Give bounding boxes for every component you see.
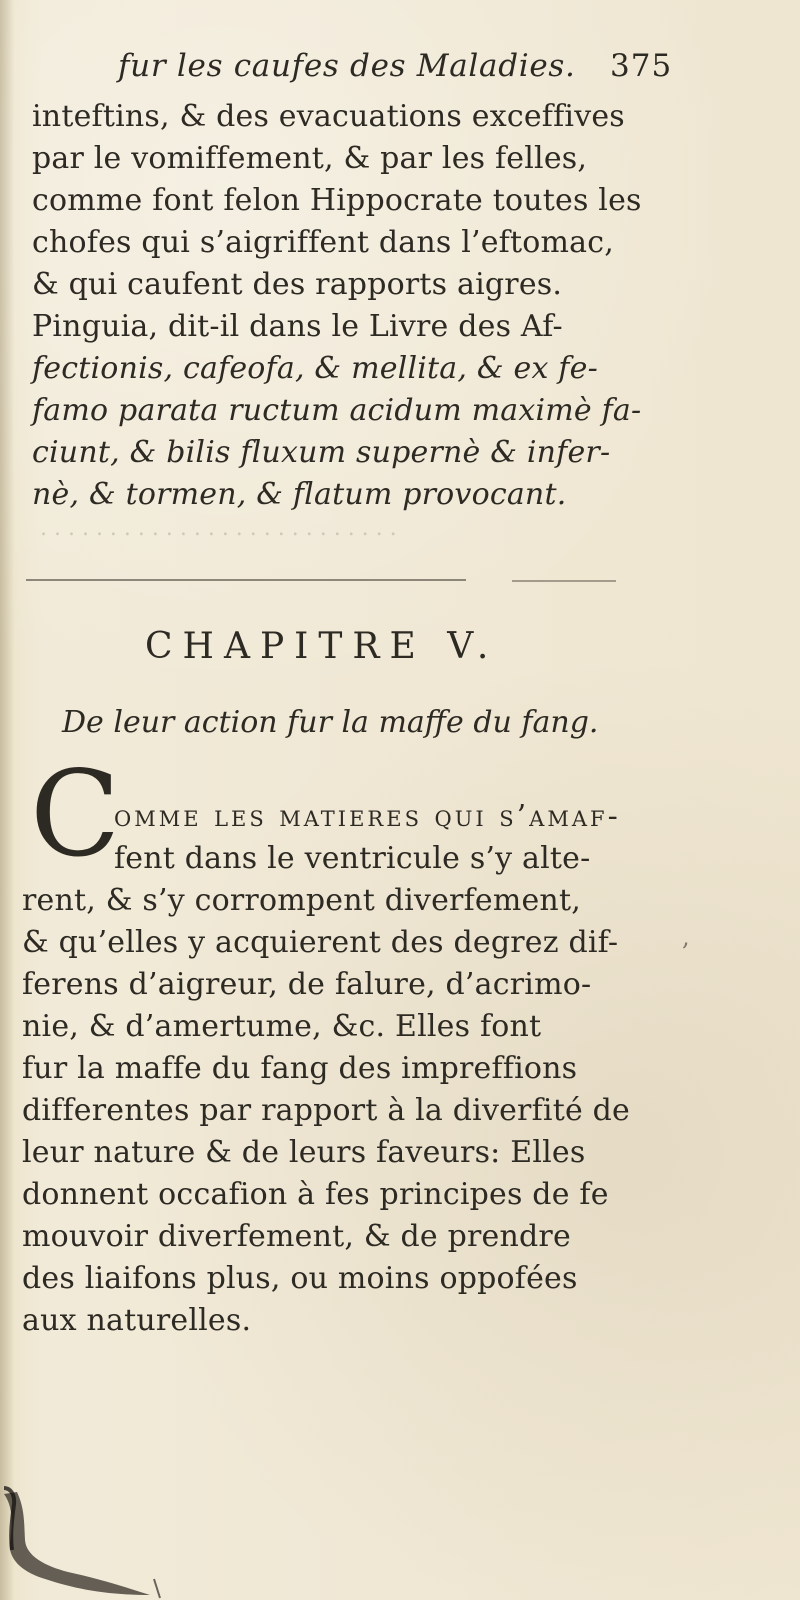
chapter-subtitle: De leur action fur la maffe du fang. (62, 705, 599, 740)
upper-line-8: famo parata ructum acidum maximè fa- (32, 393, 642, 428)
running-header (118, 38, 688, 94)
first-line-rest: omme les matieres qui s’amaf- (114, 799, 621, 834)
show-through-text: . . . . . . . . . . . . . . . . . . . . . . . . . . (40, 516, 397, 541)
body-line-2: & qu’elles y acquierent des degrez dif- (22, 925, 619, 960)
running-title: fur les caufes des Maladies. (118, 48, 576, 84)
first-paragraph-line-2: fent dans le ventricule s’y alte- (114, 841, 591, 876)
body-line-5: fur la maffe du fang des impreffions (22, 1051, 578, 1086)
body-line-3: ferens d’aigreur, de falure, d’acrimo- (22, 967, 592, 1002)
body-line-10: des liaifons plus, ou moins oppofées (22, 1261, 578, 1296)
upper-line-10: nè, & tormen, & flatum provocant. (32, 477, 567, 512)
body-line-7: leur nature & de leurs faveurs: Elles (22, 1135, 586, 1170)
chapter-title: CHAPITRE V. (145, 626, 499, 667)
body-line-9: mouvoir diverfement, & de prendre (22, 1219, 571, 1254)
body-line-6: differentes par rapport à la diverfité de (22, 1093, 630, 1128)
chapter-rule-left (26, 579, 466, 581)
body-line-11: aux naturelles. (22, 1303, 252, 1338)
upper-line-9: ciunt, & bilis fluxum supernè & infer- (32, 435, 611, 470)
upper-line-2: par le vomiffement, & par les felles, (32, 141, 588, 176)
body-line-8: donnent occafion à fes principes de fe (22, 1177, 609, 1212)
first-line-text (114, 796, 621, 838)
upper-line-4: chofes qui s’aigriffent dans l’eftomac, (32, 225, 614, 260)
body-line-4: nie, & d’amertume, &c. Elles font (22, 1009, 542, 1044)
drop-cap: C (30, 745, 121, 883)
ink-smear-mark (0, 1484, 180, 1600)
upper-line-6: Pinguia, dit-il dans le Livre des Af- (32, 309, 563, 344)
upper-line-1: inteftins, & des evacuations exceffives (32, 99, 625, 134)
margin-mark: , (682, 923, 690, 951)
upper-line-3: comme font felon Hippocrate toutes les (32, 183, 642, 218)
body-line-1: rent, & s’y corrompent diverfement, (22, 883, 581, 918)
page-number: 375 (610, 48, 673, 84)
upper-line-5: & qui caufent des rapports aigres. (32, 267, 563, 302)
upper-line-7: fectionis, cafeofa, & mellita, & ex fe- (32, 351, 598, 386)
page-gutter-shadow (0, 0, 14, 1600)
chapter-rule-right (512, 580, 616, 582)
